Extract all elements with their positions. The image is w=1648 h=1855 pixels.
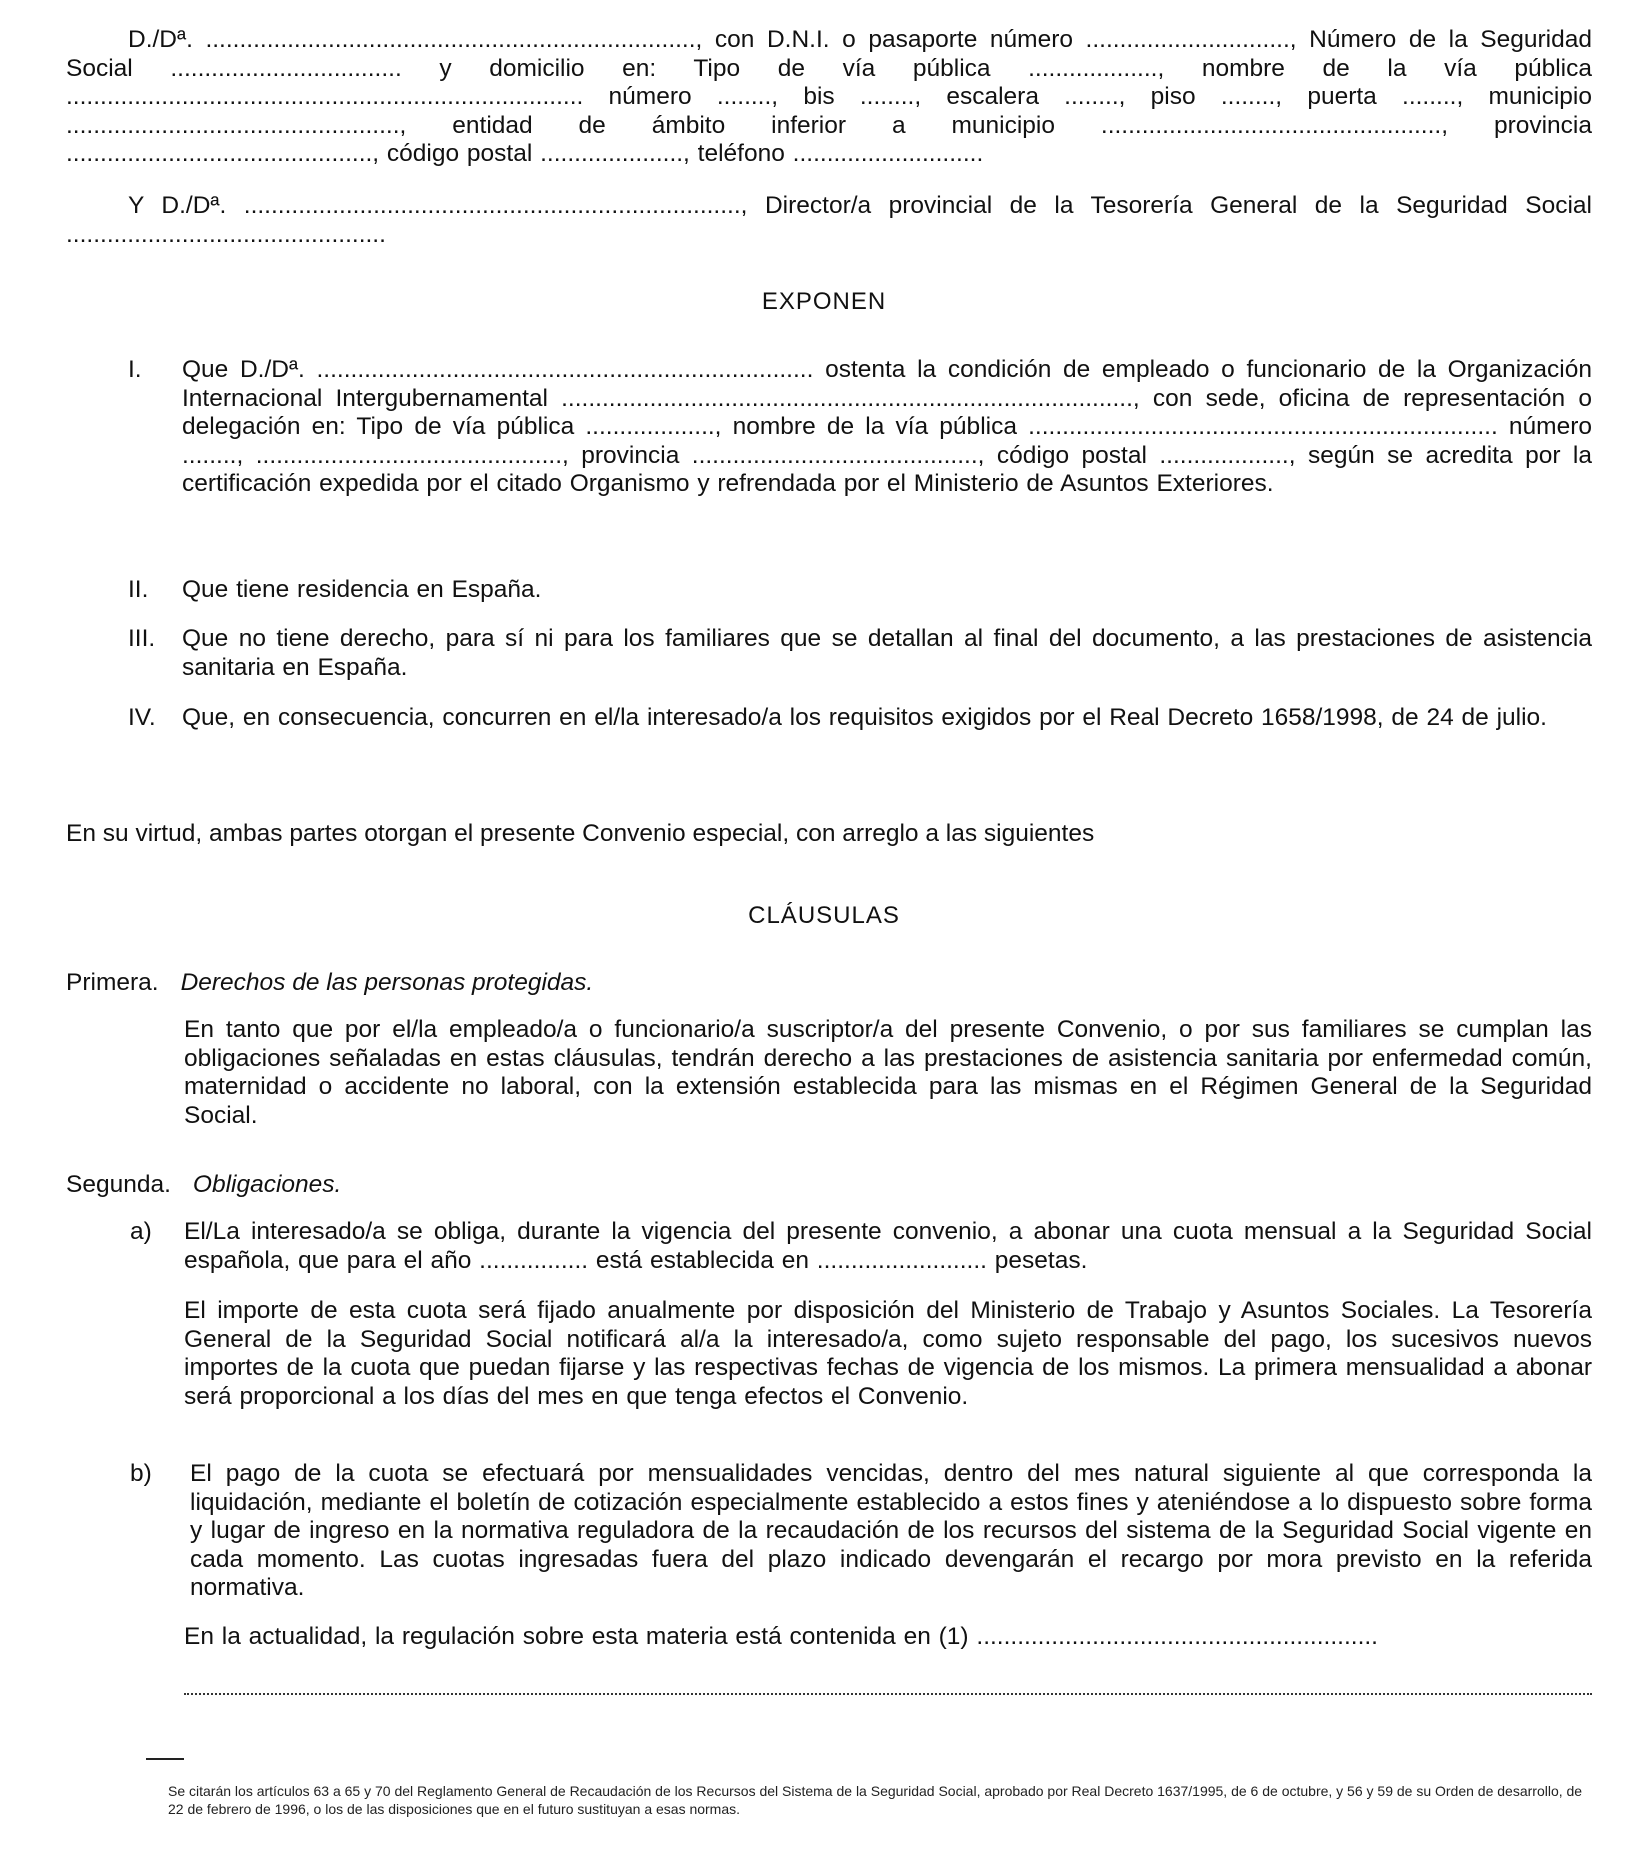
exponen-item-text: Que tiene residencia en España. — [182, 576, 542, 603]
exponen-item-text: Que D./Dª. ......................................................................... ostenta la condición de empleado o funcionario de la Organización Internacional Intergubernamental ...................................................................................., con sede, oficina de representación o delegación en: Tipo de vía pública ..................., nombre de la vía pública ..................................................................... número ........, ............................................., provincia .........................................., código postal ..................., según se acredita por la certificación expedida por el citado Organismo y refrendada por el Ministerio de Asuntos Exteriores. — [182, 356, 1592, 497]
clause-item-letter: a) — [130, 1218, 152, 1245]
clause-label: Segunda. — [66, 1171, 171, 1198]
exponen-item-number: I. — [128, 356, 142, 383]
clause-segunda-title — [66, 1171, 341, 1200]
exponen-item-number: IV. — [128, 704, 156, 731]
dotted-fill-line — [184, 1693, 1592, 1695]
clause-primera-title — [66, 969, 593, 998]
clause-heading: Derechos de las personas protegidas. — [180, 969, 594, 996]
exponen-item-number: II. — [128, 576, 149, 603]
clause-segunda-b-text-2: En la actualidad, la regulación sobre esta materia está contenida en (1) ........................................................... — [184, 1623, 1378, 1650]
footnote-separator — [146, 1758, 184, 1760]
intro-paragraph-2: Y D./Dª. ........................................................................., Director/a provincial de la Tesorería General de la Seguridad Social ............................................... — [66, 192, 1592, 248]
exponen-item-text: Que, en consecuencia, concurren en el/la interesado/a los requisitos exigidos por el Real Decreto 1658/1998, de 24 de julio. — [182, 704, 1547, 731]
clausulas-heading: CLÁUSULAS — [748, 902, 900, 929]
exponen-item-number: III. — [128, 625, 156, 652]
virtud-paragraph: En su virtud, ambas partes otorgan el presente Convenio especial, con arreglo a las siguientes — [66, 820, 1095, 847]
clause-item-letter: b) — [130, 1460, 152, 1487]
clause-segunda-a-text-2: El importe de esta cuota será fijado anualmente por disposición del Ministerio de Trabajo y Asuntos Sociales. La Tesorería General de la Seguridad Social notificará al/a la interesado/a, como sujeto responsable del pago, los sucesivos nuevos importes de la cuota que puedan fijarse y las respectivas fechas de vigencia de los mismos. La primera mensualidad a abonar será proporcional a los días del mes en que tenga efectos el Convenio. — [184, 1297, 1592, 1410]
clause-segunda-a-text: El/La interesado/a se obliga, durante la vigencia del presente convenio, a abonar una cuota mensual a la Seguridad Social española, que para el año ................ está establecida en ......................... pesetas. — [184, 1218, 1592, 1274]
clause-heading: Obligaciones. — [192, 1171, 342, 1198]
exponen-heading: EXPONEN — [761, 288, 887, 315]
exponen-item-text: Que no tiene derecho, para sí ni para los familiares que se detallan al final del documento, a las prestaciones de asistencia sanitaria en España. — [182, 625, 1592, 681]
intro-paragraph-1: D./Dª. ........................................................................, con D.N.I. o pasaporte número .............................., Número de la Seguridad Social .................................. y domicilio en: Tipo de vía pública ..................., nombre de la vía pública ............................................................................ número ........, bis ........, escalera ........, piso ........, puerta ........, municipio ................................................., entidad de ámbito inferior a municipio .................................................., provincia ............................................., código postal ....................., teléfono ............................ — [66, 26, 1592, 167]
clause-segunda-b-text: El pago de la cuota se efectuará por mensualidades vencidas, dentro del mes natural siguiente al que corresponda la liquidación, mediante el boletín de cotización especialmente establecido a estos fines y ateniéndose a lo dispuesto sobre forma y lugar de ingreso en la normativa reguladora de la recaudación de los recursos del sistema de la Seguridad Social vigente en cada momento. Las cuotas ingresadas fuera del plazo indicado devengarán el recargo por mora previsto en la referida normativa. — [190, 1460, 1592, 1601]
clause-label: Primera. — [66, 969, 159, 996]
footnote-text: Se citarán los artículos 63 a 65 y 70 del Reglamento General de Recaudación de los Recursos del Sistema de la Seguridad Social, aprobado por Real Decreto 1637/1995, de 6 de octubre, y 56 y 59 de su Orden de desarrollo, de 22 de febrero de 1996, o los de las disposiciones que en el futuro sustituyan a esas normas. — [168, 1783, 1583, 1817]
clause-primera-text: En tanto que por el/la empleado/a o funcionario/a suscriptor/a del presente Convenio, o por sus familiares se cumplan las obligaciones señaladas en estas cláusulas, tendrán derecho a las prestaciones de asistencia sanitaria por enfermedad común, maternidad o accidente no laboral, con la extensión establecida para las mismas en el Régimen General de la Seguridad Social. — [184, 1016, 1592, 1129]
